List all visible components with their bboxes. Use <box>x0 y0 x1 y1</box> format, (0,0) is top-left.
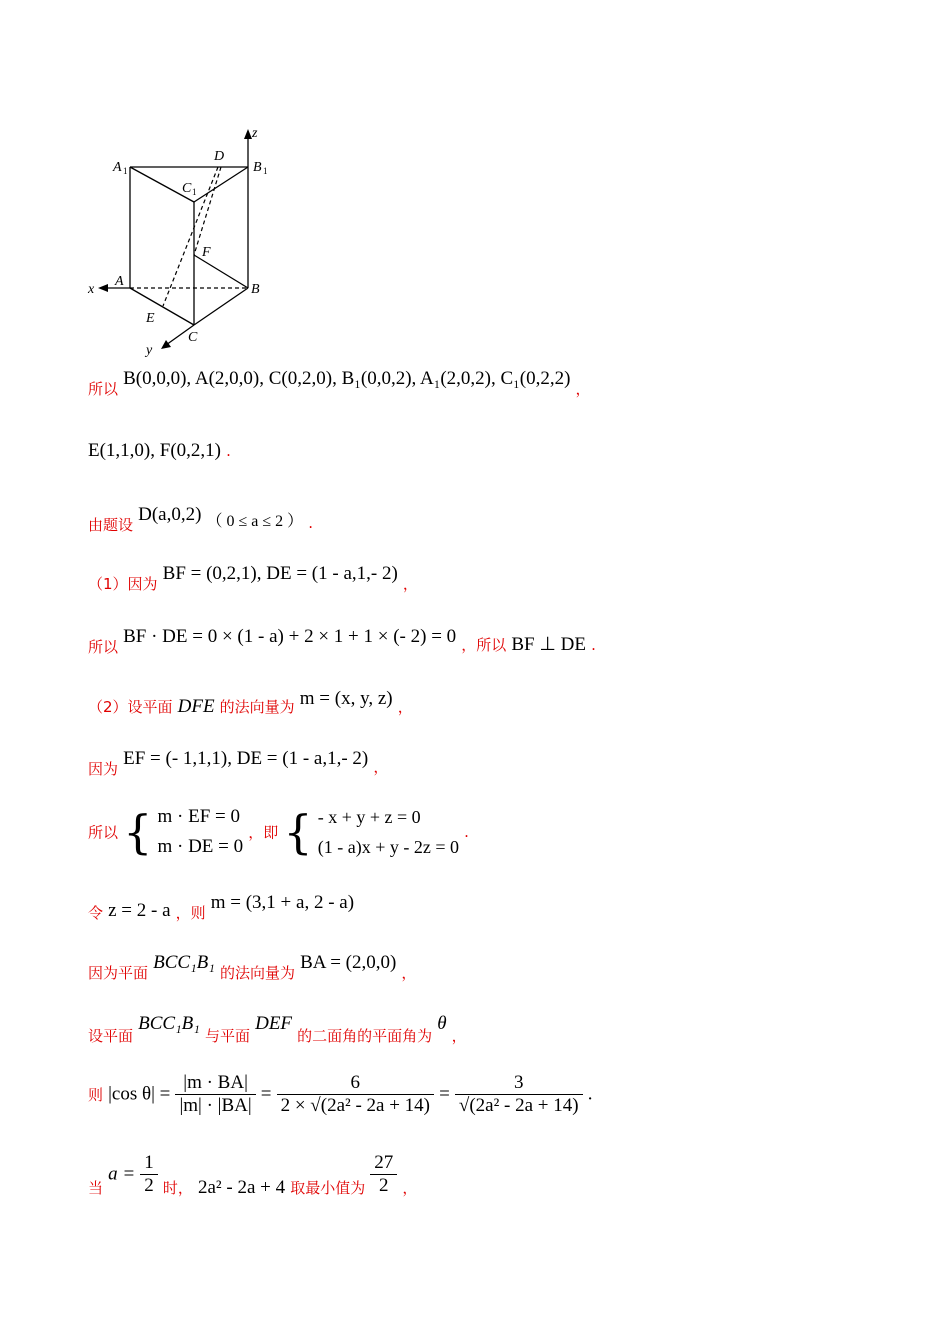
line-ef-de <box>88 748 389 778</box>
fraction-27-2 <box>370 1152 397 1197</box>
d-condition: （ 0 ≤ a ≤ 2 ） <box>206 513 304 530</box>
label-youtishe: 由题设 <box>88 516 134 534</box>
theta: θ <box>437 1013 447 1034</box>
fraction-3-denominator: √(2a² - 2a + 14) <box>458 1095 579 1116</box>
period: . <box>587 1083 593 1105</box>
segment-D-F <box>194 167 221 255</box>
comma: ， <box>373 758 389 776</box>
label-suoyi: 所以 <box>88 823 119 842</box>
prism-figure <box>80 118 380 368</box>
label-ze: ，则 <box>175 904 206 922</box>
line-part2-normal <box>88 688 413 717</box>
line-plane-bcc1b1-normal <box>88 952 417 982</box>
fraction-27-2-denominator: 2 <box>379 1175 389 1196</box>
line-system <box>88 802 469 862</box>
fraction-1-denominator: |m| · |BA| <box>179 1095 252 1116</box>
fraction-1-numerator: |m · BA| <box>175 1072 255 1095</box>
z-math: z = 2 - a <box>108 900 171 921</box>
plane-bcc1b1: BCC₁B₁ <box>138 1013 200 1034</box>
label-part1: （1）因为 <box>88 575 158 593</box>
label-part2: （2）设平面 <box>88 698 173 716</box>
quadratic-expr: 2a² - 2a + 4 <box>197 1177 286 1198</box>
normal-m-math: m = (x, y, z) <box>299 688 393 709</box>
system-2 <box>318 802 459 862</box>
fraction-3-numerator: 3 <box>455 1072 583 1095</box>
ba-math: BA = (2,0,0) <box>300 952 397 973</box>
comma: ， <box>451 1027 467 1045</box>
fraction-half-numerator: 1 <box>140 1152 158 1175</box>
fraction-1 <box>175 1072 255 1117</box>
eq-linear-2: (1 - a)x + y - 2z = 0 <box>317 837 459 857</box>
label-normal: 的法向量为 <box>219 964 295 982</box>
label-shi: 时， <box>162 1179 193 1197</box>
label-dihedral: 的二面角的平面角为 <box>297 1027 433 1045</box>
label-z: z <box>252 126 258 141</box>
line-cos-theta <box>88 1072 592 1117</box>
edge-A-C <box>130 288 194 325</box>
label-C1-sub: 1 <box>192 187 197 197</box>
label-B: B <box>251 282 260 297</box>
label-x: x <box>88 282 95 297</box>
left-brace: { <box>123 805 153 859</box>
perpendicular-math: BF ⊥ DE <box>511 634 586 655</box>
label-C1: C <box>182 181 192 196</box>
plane-dfe: DFE <box>177 696 215 717</box>
label-D: D <box>214 149 225 164</box>
line-coordinates <box>88 368 591 400</box>
equals: = <box>260 1083 272 1105</box>
bf-de-vectors: BF = (0,2,1), DE = (1 - a,1,- 2) <box>162 563 398 584</box>
ef-de-math: EF = (- 1,1,1), DE = (1 - a,1,- 2) <box>123 748 369 769</box>
label-she-pingmian: 设平面 <box>88 1027 134 1045</box>
label-B1-sub: 1 <box>263 166 268 176</box>
line-dihedral-angle <box>88 1013 467 1045</box>
line-assume-d <box>88 502 314 534</box>
eq-linear-1: - x + y + z = 0 <box>317 807 421 827</box>
equals-2: = <box>439 1083 450 1105</box>
label-ze: 则 <box>88 1086 104 1104</box>
a-equals: a = <box>108 1163 136 1185</box>
fraction-27-2-numerator: 27 <box>370 1152 397 1175</box>
fraction-2-numerator: 6 <box>277 1072 434 1095</box>
comma: ， <box>575 380 591 398</box>
fraction-half-denominator: 2 <box>144 1175 154 1196</box>
dot-product-math: BF · DE = 0 × (1 - a) + 2 × 1 + 1 × (- 2) = 0 <box>123 626 457 647</box>
line-let-z <box>88 892 355 922</box>
plane-bcc1b1: BCC₁B₁ <box>153 952 215 973</box>
comma: ， <box>402 1179 418 1197</box>
label-suoyi-2: ，所以 <box>461 636 507 654</box>
abs-cos-theta: |cos θ| = <box>108 1083 171 1105</box>
label-yinwei: 因为 <box>88 760 119 778</box>
label-C: C <box>188 330 198 345</box>
edge-C1-B1 <box>194 167 248 202</box>
label-A1: A <box>113 160 122 175</box>
plane-def: DEF <box>255 1013 293 1034</box>
fraction-2-denominator: 2 × √(2a² - 2a + 14) <box>280 1095 430 1116</box>
fraction-3 <box>455 1072 583 1117</box>
edge-C-B <box>194 288 248 325</box>
comma: ， <box>401 964 417 982</box>
comma: ， <box>397 698 413 716</box>
system-1 <box>157 802 243 862</box>
label-ji: ，即 <box>248 823 279 842</box>
left-brace-2: { <box>283 805 313 859</box>
ef-math: E(1,1,0), F(0,2,1) <box>88 440 221 461</box>
label-F: F <box>202 245 211 260</box>
eq-m-de: m · DE = 0 <box>157 836 244 857</box>
period: . <box>591 636 596 654</box>
label-dang: 当 <box>88 1179 104 1197</box>
fraction-2 <box>277 1072 434 1117</box>
period: . <box>226 442 231 460</box>
line-minimum <box>88 1152 417 1199</box>
x-arrow <box>98 284 108 292</box>
period: . <box>308 514 314 532</box>
line-dot-product <box>88 625 596 656</box>
z-arrow <box>244 129 252 139</box>
label-B1: B <box>253 160 262 175</box>
line-part1-vectors <box>88 563 418 593</box>
line-e-f-coordinates <box>88 440 231 462</box>
eq-m-ef: m · EF = 0 <box>157 806 240 827</box>
m-result-math: m = (3,1 + a, 2 - a) <box>210 892 355 913</box>
label-y: y <box>146 343 153 358</box>
y-arrow <box>161 340 171 349</box>
comma: ， <box>402 575 418 593</box>
d-math: D(a,0,2) <box>138 504 202 525</box>
coordinates-math: B(0,0,0), A(2,0,0), C(0,2,0), B₁(0,0,2), A₁(2,0,2), C₁(0,2,2) <box>123 368 571 389</box>
label-yu-pingmian: 与平面 <box>204 1027 250 1045</box>
label-normal: 的法向量为 <box>219 698 295 716</box>
label-ling: 令 <box>88 904 104 922</box>
period: . <box>464 823 469 841</box>
label-suoyi: 所以 <box>88 380 119 398</box>
label-A1-sub: 1 <box>123 166 128 176</box>
label-A: A <box>115 274 124 289</box>
fraction-half <box>140 1152 158 1197</box>
label-yinwei-pingmian: 因为平面 <box>88 964 149 982</box>
label-min-value: 取最小值为 <box>290 1179 366 1197</box>
label-E: E <box>146 311 155 326</box>
label-suoyi: 所以 <box>88 638 119 656</box>
